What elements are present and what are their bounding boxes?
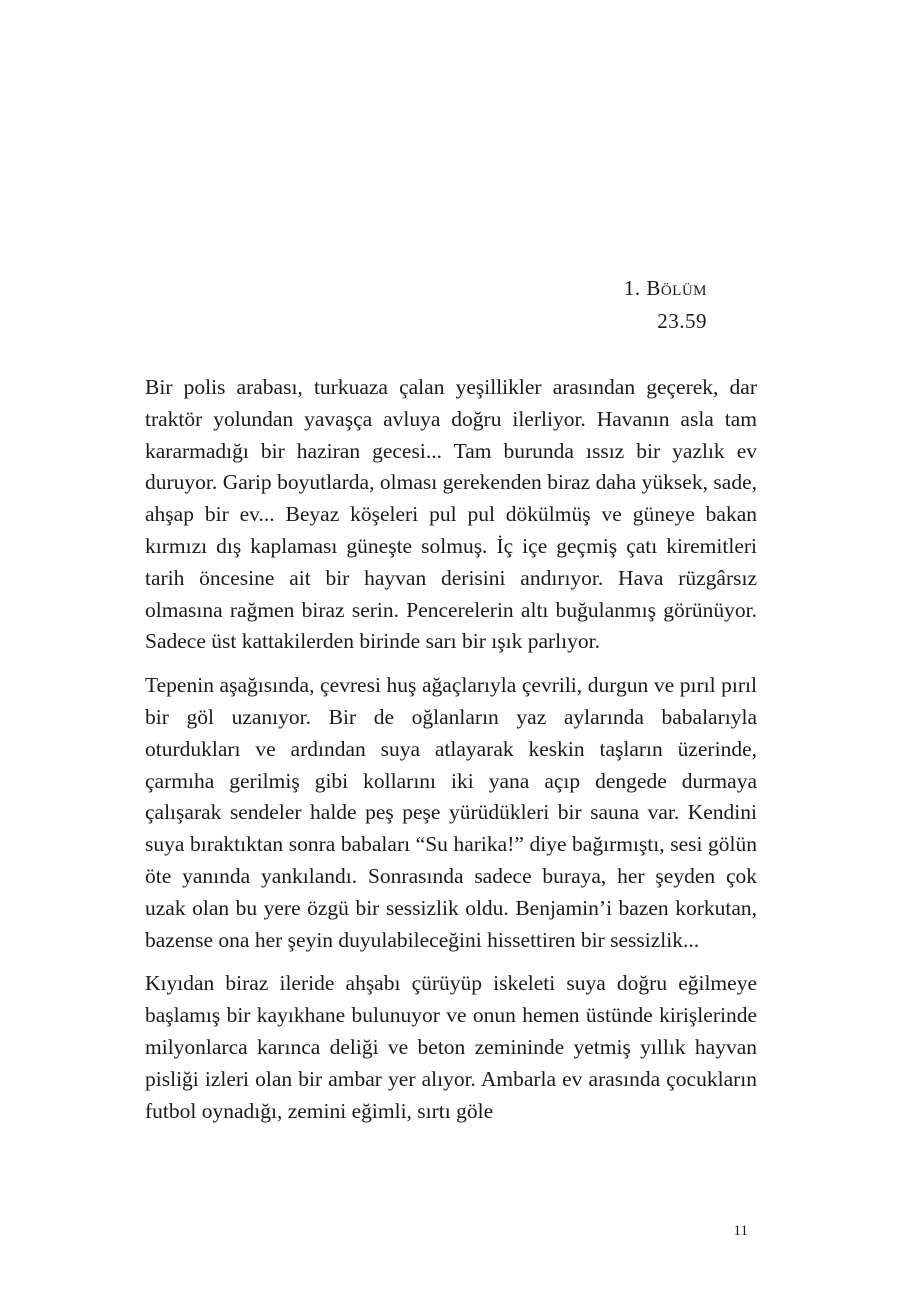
paragraph: Bir polis arabası, turkuaza çalan yeşillikler arasından geçerek, dar traktör yolundan yavaşça avluya doğru ilerliyor. Havanın asla tam kararmadığı bir haziran gecesi... Tam burunda ıssız bir yazlık ev duruyor. Garip boyutlarda, olması gerekenden biraz daha yüksek, sade, ahşap bir ev... Beyaz köşeleri pul pul dökülmüş ve güneye bakan kırmızı dış kaplaması güneşte solmuş. İç içe geçmiş çatı kiremitleri tarih öncesine ait bir hayvan derisini andırıyor. Hava rüzgârsız olmasına rağmen biraz serin. Pencerelerin altı buğulanmış görünüyor. Sadece üst kattakilerden birinde sarı bir ışık parlıyor. (145, 375, 757, 654)
page-number: 11 (733, 1223, 748, 1239)
paragraph: Tepenin aşağısında, çevresi huş ağaçlarıyla çevrili, durgun ve pırıl pırıl bir göl uzanıyor. Bir de oğlanların yaz aylarında babalarıyla oturdukları ve ardından suya atlayarak keskin taşların üzerinde, çarmıha gerilmiş gibi kollarını iki yana açıp dengede durmaya çalışarak sendeler halde peş peşe yürüdükleri bir sauna var. Kendini suya bıraktıktan sonra babaları “Su harika!” diye bağırmıştı, sesi gölün öte yanında yankılandı. Sonrasında sadece buraya, her şeyden çok uzak olan bu yere özgü bir sessizlik oldu. Benjamin’i bazen korkutan, bazense ona her şeyin duyulabileceğini hissettiren bir sessizlik... (145, 673, 757, 952)
chapter-title: 1. Bölüm (623, 276, 707, 300)
body-text (145, 372, 757, 1139)
chapter-heading (624, 272, 707, 338)
chapter-time: 23.59 (657, 309, 707, 333)
paragraph: Kıyıdan biraz ileride ahşabı çürüyüp iskeleti suya doğru eğilmeye başlamış bir kayıkhane bulunuyor ve onun hemen üstünde kirişlerinde milyonlarca karınca deliği ve beton zemininde yetmiş yıllık hayvan pisliği izleri olan bir ambar yer alıyor. Ambarla ev arasında çocukların futbol oynadığı, zemini eğimli, sırtı göle (145, 971, 757, 1123)
